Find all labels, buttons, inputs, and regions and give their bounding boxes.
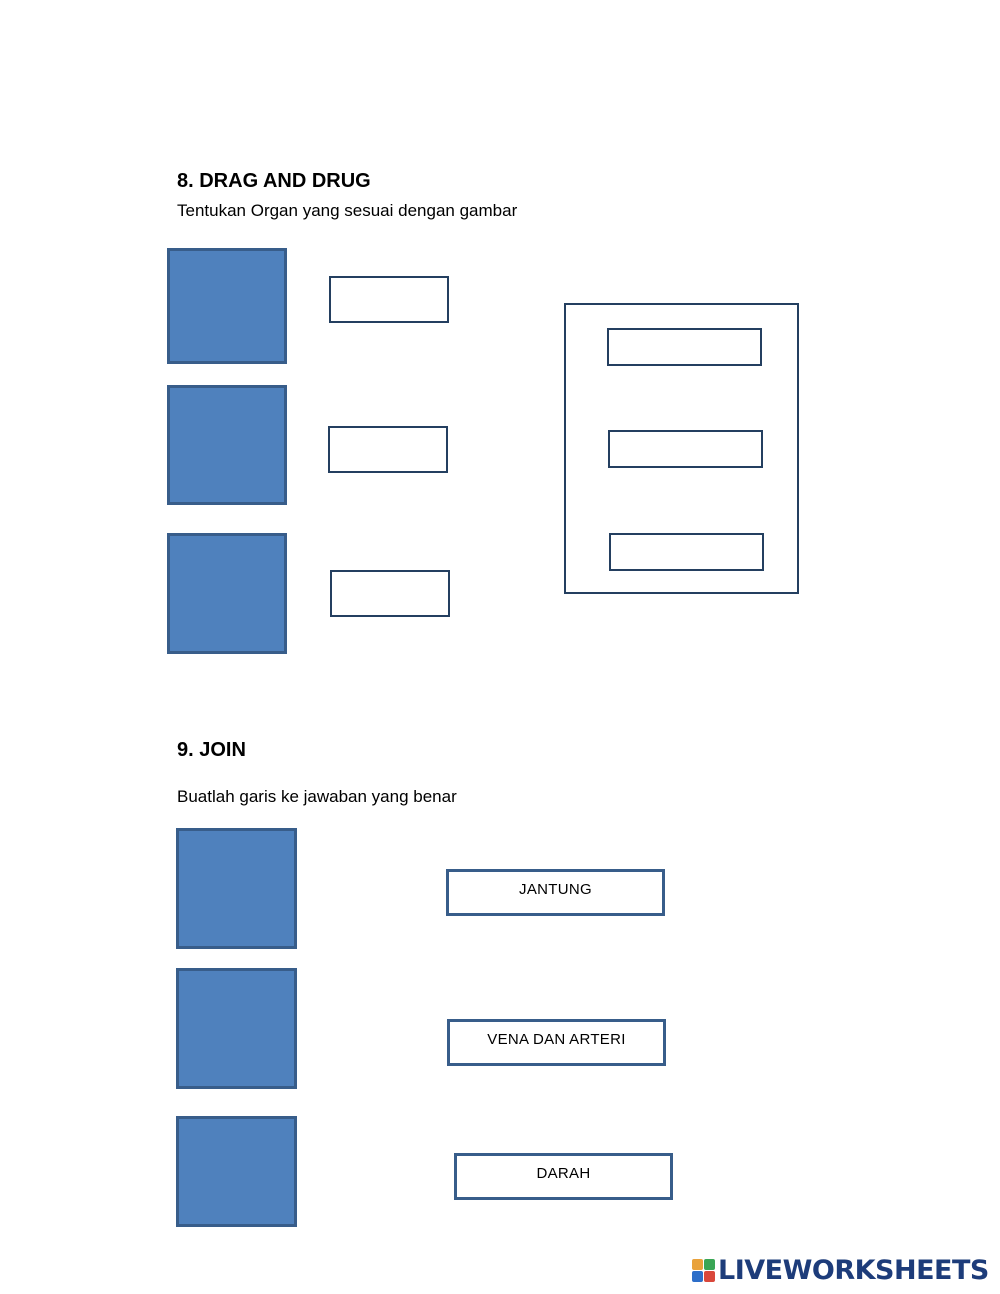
draggable-option-2[interactable] — [608, 430, 763, 468]
join-answer-1[interactable]: JANTUNG — [446, 869, 665, 916]
draggable-option-1[interactable] — [607, 328, 762, 366]
join-image-1[interactable] — [176, 828, 297, 949]
join-image-2[interactable] — [176, 968, 297, 1089]
organ-image-2 — [167, 385, 287, 505]
liveworksheets-logo — [692, 1254, 989, 1286]
drop-target-2[interactable] — [328, 426, 448, 473]
organ-image-1 — [167, 248, 287, 364]
organ-image-3 — [167, 533, 287, 654]
liveworksheets-logo-icon — [692, 1259, 715, 1282]
section-9-instruction: Buatlah garis ke jawaban yang benar — [177, 787, 457, 806]
brand-name: LIVEWORKSHEETS — [718, 1254, 989, 1286]
section-8-heading: 8. DRAG AND DRUG — [177, 170, 371, 192]
section-8-instruction: Tentukan Organ yang sesuai dengan gambar — [177, 201, 518, 220]
section-9-heading: 9. JOIN — [177, 739, 246, 761]
draggable-option-3[interactable] — [609, 533, 764, 571]
drop-target-3[interactable] — [330, 570, 450, 617]
join-image-3[interactable] — [176, 1116, 297, 1227]
join-answer-2[interactable]: VENA DAN ARTERI — [447, 1019, 666, 1066]
join-answer-3[interactable]: DARAH — [454, 1153, 673, 1200]
drop-target-1[interactable] — [329, 276, 449, 323]
